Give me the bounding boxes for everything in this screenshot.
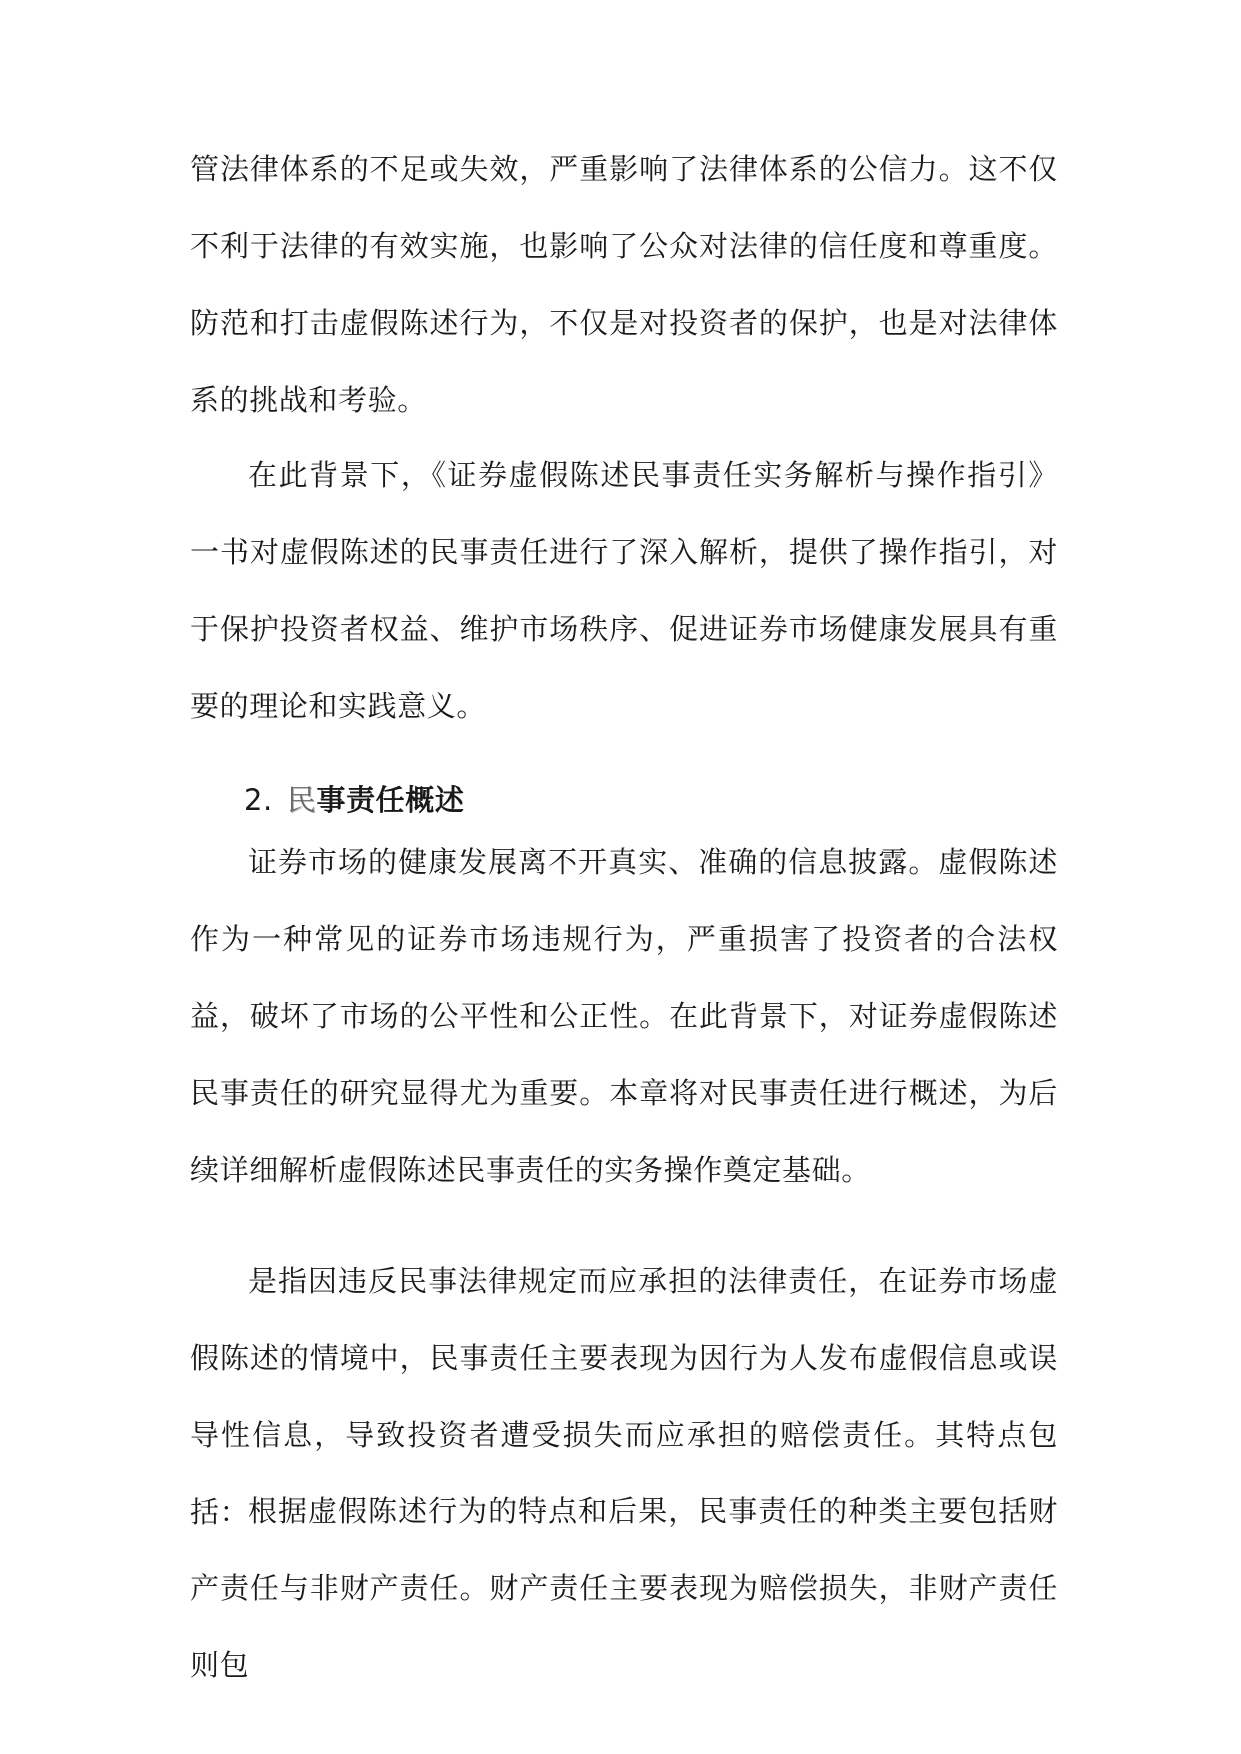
section-heading-first-char: 民 xyxy=(286,783,317,817)
paragraph-book-background: 在此背景下，《证券虚假陈述民事责任实务解析与操作指引》一书对虚假陈述的民事责任进行了深入解析，提供了操作指引，对于保护投资者权益、维护市场秩序、促进证券市场健康发展具有重要的理论和实践意义。 xyxy=(190,458,1058,723)
paragraph-civil-liability-definition: 是指因违反民事法律规定而应承担的法律责任，在证券市场虚假陈述的情境中，民事责任主要表现为因行为人发布虚假信息或误导性信息，导致投资者遭受损失而应承担的赔偿责任。其特点包括： xyxy=(190,1264,1058,1529)
paragraph-liability-types: 根据虚假陈述行为的特点和后果，民事责任的种类主要包括财产责任与非财产责任。财产责任主要表现为赔偿损失，非财产责任则包 xyxy=(190,1494,1058,1682)
section-number: 2. xyxy=(244,783,273,817)
section-heading-text: 事责任概述 xyxy=(316,783,465,817)
paragraph-chapter-intro: 证券市场的健康发展离不开真实、准确的信息披露。虚假陈述作为一种常见的证券市场违规行为，严重损害了投资者的合法权益，破坏了市场的公平性和公正性。在此背景下，对证券虚假陈述民事责任的研究显得尤为重要。本章将对民事责任进行概述，为后续详细解析虚假陈述民事责任的实务操作奠定基础。 xyxy=(190,845,1058,1187)
section-heading xyxy=(244,780,465,820)
paragraph-legal-credibility: 管法律体系的不足或失效，严重影响了法律体系的公信力。这不仅不利于法律的有效实施，也影响了公众对法律的信任度和尊重度。防范和打击虚假陈述行为，不仅是对投资者的保护，也是对法律体系的挑战和考验。 xyxy=(190,152,1058,417)
